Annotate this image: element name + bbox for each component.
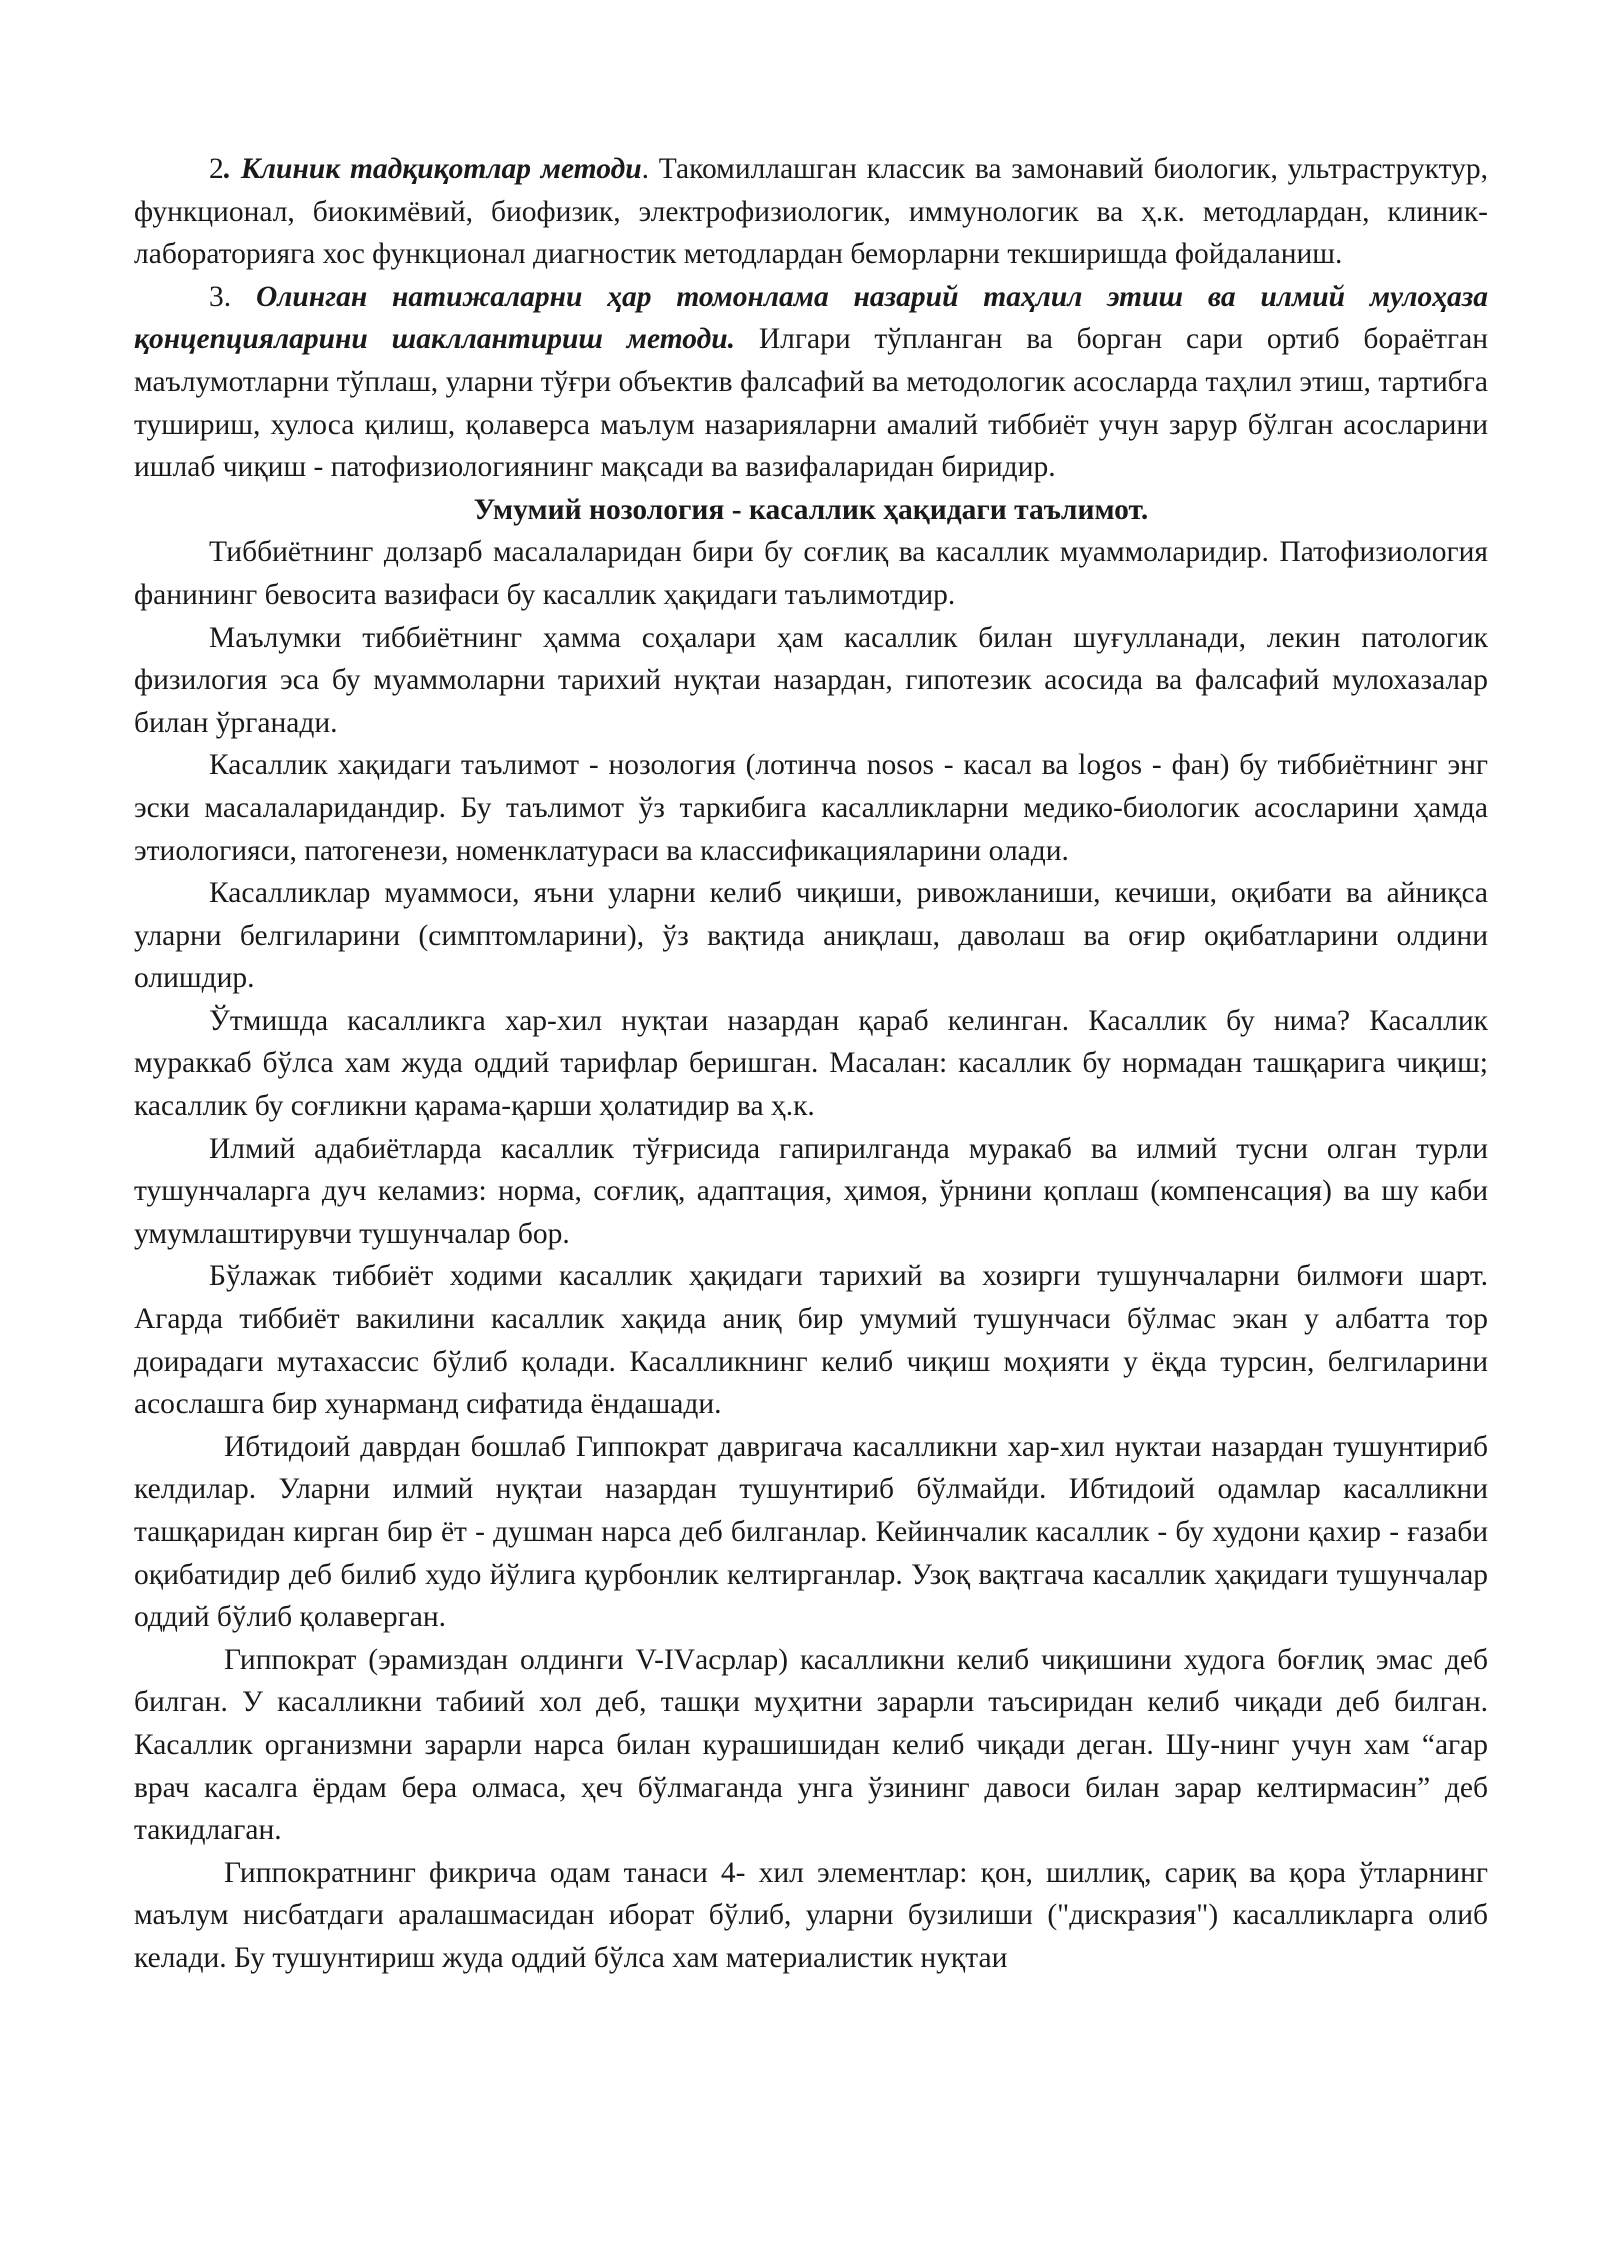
paragraph-number: 2 bbox=[209, 153, 224, 185]
paragraph: Гиппократ (эрамиздан олдинги V-IVасрлар) касалликни келиб чиқишини худога боғлиқ эмас деб билган. У касалликни табиий хол деб, ташқи муҳитни зарарли таъсиридан келиб чиқади деб билган. Касаллик организмни зарарли нарса билан курашишидан келиб чиқади деган. Шу-нинг учун хам “агар врач касалга ёрдам бера олмаса, ҳеч бўлмаганда унга ўзининг давоси билан зарар келтирмасин” деб такидлаган. bbox=[134, 1643, 1488, 1847]
paragraph: Ибтидоий даврдан бошлаб Гиппократ давригача касалликни хар-хил нуктаи назардан тушунтириб келдилар. Уларни илмий нуқтаи назардан тушунтириб бўлмайди. Ибтидоий одамлар касалликни ташқаридан кирган бир ёт - душман нарса деб билганлар. Кейинчалик касаллик - бу худони қахир - ғазаби оқибатидир деб билиб худо йўлига қурбонлик келтирганлар. Узоқ вақтгача касаллик ҳақидаги тушунчалар оддий бўлиб қолаверган. bbox=[134, 1430, 1488, 1634]
paragraph-title: Олинган натижаларни ҳар томонлама назарий таҳлил этиш ва илмий мулоҳаза қонцепцияларини шакллантириш методи. bbox=[134, 280, 1489, 356]
paragraph-text: . Такомиллашган классик ва замонавий биологик, ультраструктур, функционал, биокимёвий, биофизик, электрофизиологик, иммунологик ва ҳ.к. методлардан, клиник-лабораторияга хос функционал диагностик методлардан беморларни текширишда фойдаланиш. bbox=[134, 153, 1488, 271]
section-heading: Умумий нозология - касаллик ҳақидаги таълимот. bbox=[473, 493, 1149, 526]
paragraph: Бўлажак тиббиёт ходими касаллик ҳақидаги тарихий ва хозирги тушунчаларни билмоғи шарт. Агарда тиббиёт вакилини касаллик хақида аниқ бир умумий тушунчаси бўлмас экан у албатта тор доирадаги мутахассис бўлиб қолади. Касалликнинг келиб чиқиш моҳияти у ёқда турсин, белгиларини асослашга бир хунарманд сифатида ёндашади. bbox=[134, 1260, 1488, 1421]
document-body bbox=[134, 148, 1488, 1980]
paragraph: Ўтмишда касалликга хар-хил нуқтаи назардан қараб келинган. Касаллик бу нима? Касаллик мураккаб бўлса хам жуда оддий тарифлар беришган. Масалан: касаллик бу нормадан ташқарига чиқиш; касаллик бу соғликни қарама-қарши ҳолатидир ва ҳ.к. bbox=[134, 1004, 1488, 1123]
paragraph: Гиппократнинг фикрича одам танаси 4- хил элементлар: қон, шиллиқ, сариқ ва қора ўтларнинг маълум нисбатдаги аралашмасидан иборат бўлиб, уларни бузилиши ("дискразия") касалликларга олиб келади. Бу тушунтириш жуда оддий бўлса хам материалистик нуқтаи bbox=[134, 1856, 1488, 1974]
paragraph-title: . Клиник тадқиқотлар методи bbox=[223, 153, 642, 185]
paragraph: Касаллик хақидаги таълимот - нозология (лотинча nosos - касал ва logos - фан) бу тиббиётнинг энг эски масалаларидандир. Бу таълимот ўз таркибига касалликларни медико-биологик асосларини ҳамда этиологияси, патогенези, номенклатураси ва классификацияларини олади. bbox=[134, 749, 1488, 867]
paragraph: Илмий адабиётларда касаллик тўғрисида гапирилганда муракаб ва илмий тусни олган турли тушунчаларга дуч келамиз: норма, соғлиқ, адаптация, ҳимоя, ўрнини қоплаш (компенсация) ва шу каби умумлаштирувчи тушунчалар бор. bbox=[134, 1132, 1488, 1250]
paragraph-analysis-methods bbox=[134, 276, 1488, 489]
paragraph: Касалликлар муаммоси, яъни уларни келиб чиқиши, ривожланиши, кечиши, оқибати ва айниқса уларни белгиларини (симптомларини), ўз вақтида аниқлаш, даволаш ва оғир оқибатларини олдини олишдир. bbox=[134, 877, 1488, 995]
paragraph: Маълумки тиббиётнинг ҳамма соҳалари ҳам касаллик билан шуғулланади, лекин патологик физилогия эса бу муаммоларни тарихий нуқтаи назардан, гипотезик асосида ва фалсафий мулохазалар билан ўрганади. bbox=[134, 621, 1488, 739]
paragraph-clinical-methods bbox=[134, 148, 1488, 276]
paragraph-text: Илгари тўпланган ва борган сари ортиб бораётган маълумотларни тўплаш, уларни тўғри объектив фалсафий ва методологик асосларда таҳлил этиш, тартибга тушириш, хулоса қилиш, қолаверса маълум назарияларни амалий тиббиёт учун зарур бўлган асосларини ишлаб чиқиш - патофизиологиянинг мақсади ва вазифаларидан биридир. bbox=[134, 323, 1489, 484]
paragraph-number: 3. bbox=[209, 280, 256, 313]
paragraph: Тиббиётнинг долзарб масалаларидан бири бу соғлиқ ва касаллик муаммоларидир. Патофизиология фанининг бевосита вазифаси бу касаллик ҳақидаги таълимотдир. bbox=[134, 536, 1488, 611]
